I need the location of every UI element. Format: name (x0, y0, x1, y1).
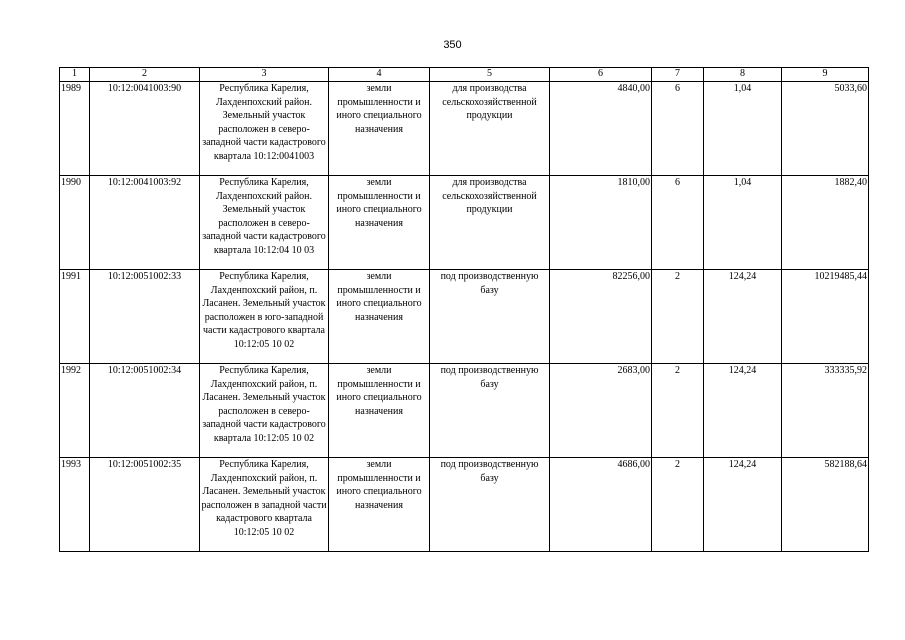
permitted-use: под производственную базу (430, 270, 550, 364)
area-value: 82256,00 (550, 270, 652, 364)
page-number: 350 (443, 39, 462, 51)
location-description: Республика Карелия, Лахденпохский район, п. Ласанен. Земельный участок расположен в западной части кадастрового квартала 10:12:05 10 02 (200, 458, 329, 552)
permitted-use: под производственную базу (430, 364, 550, 458)
area-value: 1810,00 (550, 176, 652, 270)
cadastral-number: 10:12:0051002:34 (90, 364, 200, 458)
group-number: 2 (652, 270, 704, 364)
group-number: 6 (652, 176, 704, 270)
cadastral-value: 10219485,44 (782, 270, 869, 364)
location-description: Республика Карелия, Лахденпохский район. Земельный участок расположен в северо-западной части кадастрового квартала 10:12:04 10 03 (200, 176, 329, 270)
land-category: земли промышленности и иного специального назначения (329, 364, 430, 458)
cadastral-number: 10:12:0041003:90 (90, 82, 200, 176)
location-description: Республика Карелия, Лахденпохский район, п. Ласанен. Земельный участок расположен в юго-западной части кадастрового квартала 10:12:05 10 02 (200, 270, 329, 364)
land-category: земли промышленности и иного специального назначения (329, 458, 430, 552)
cadastral-number: 10:12:0051002:33 (90, 270, 200, 364)
land-category: земли промышленности и иного специального назначения (329, 270, 430, 364)
area-value: 4686,00 (550, 458, 652, 552)
rate-value: 124,24 (704, 364, 782, 458)
location-description: Республика Карелия, Лахденпохский район. Земельный участок расположен в северо-западной части кадастрового квартала 10:12:0041003 (200, 82, 329, 176)
row-number: 1991 (60, 270, 90, 364)
rate-value: 124,24 (704, 458, 782, 552)
location-description: Республика Карелия, Лахденпохский район, п. Ласанен. Земельный участок расположен в северо-западной части кадастрового квартала 10:12:05 10 02 (200, 364, 329, 458)
column-header: 3 (200, 68, 329, 82)
row-number: 1992 (60, 364, 90, 458)
column-header: 8 (704, 68, 782, 82)
area-value: 2683,00 (550, 364, 652, 458)
cadastral-value: 582188,64 (782, 458, 869, 552)
rate-value: 1,04 (704, 176, 782, 270)
column-header: 1 (60, 68, 90, 82)
cadastral-number: 10:12:0051002:35 (90, 458, 200, 552)
header-row (60, 68, 869, 82)
cadastral-number: 10:12:0041003:92 (90, 176, 200, 270)
row-number: 1989 (60, 82, 90, 176)
column-header: 2 (90, 68, 200, 82)
column-header: 7 (652, 68, 704, 82)
group-number: 2 (652, 364, 704, 458)
row-number: 1990 (60, 176, 90, 270)
cadastral-value: 5033,60 (782, 82, 869, 176)
table-row (60, 458, 869, 552)
row-number: 1993 (60, 458, 90, 552)
group-number: 6 (652, 82, 704, 176)
land-category: земли промышленности и иного специального назначения (329, 176, 430, 270)
cadastral-value: 1882,40 (782, 176, 869, 270)
column-header: 4 (329, 68, 430, 82)
land-category: земли промышленности и иного специального назначения (329, 82, 430, 176)
column-header: 9 (782, 68, 869, 82)
column-header: 5 (430, 68, 550, 82)
table-row (60, 364, 869, 458)
cadastral-value: 333335,92 (782, 364, 869, 458)
permitted-use: для производства сельскохозяйственной продукции (430, 82, 550, 176)
rate-value: 124,24 (704, 270, 782, 364)
permitted-use: для производства сельскохозяйственной продукции (430, 176, 550, 270)
permitted-use: под производственную базу (430, 458, 550, 552)
area-value: 4840,00 (550, 82, 652, 176)
table-row (60, 270, 869, 364)
table-row (60, 176, 869, 270)
column-header: 6 (550, 68, 652, 82)
rate-value: 1,04 (704, 82, 782, 176)
table-row (60, 82, 869, 176)
land-register-table (59, 67, 869, 552)
group-number: 2 (652, 458, 704, 552)
